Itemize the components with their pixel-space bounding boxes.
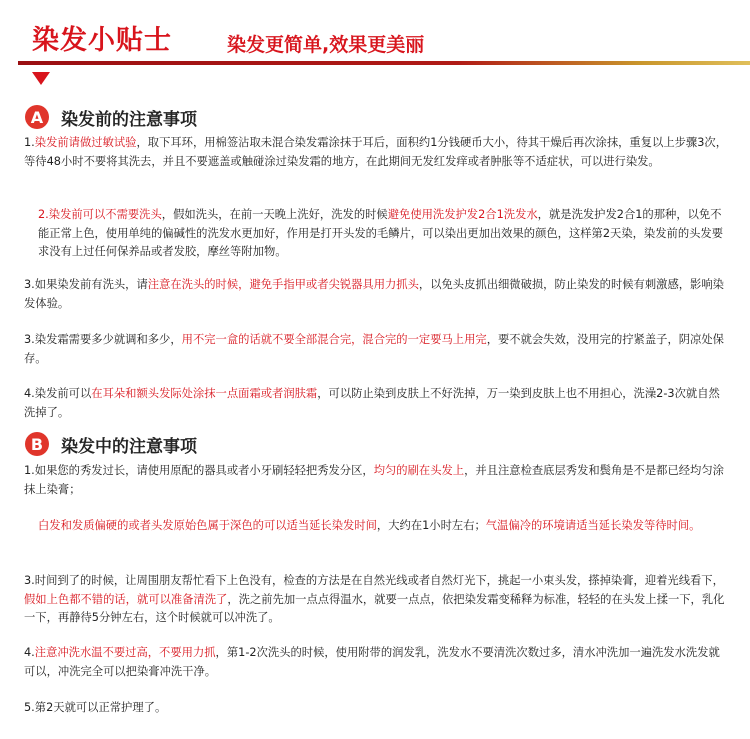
body-text: ，并且注意检查底层秀发和鬓角是不是都已经均匀涂抹上染膏；: [24, 464, 724, 496]
body-text: 如果染发前有洗头，请: [34, 278, 148, 291]
body-text: ，要不就会失效，没用完的拧紧盖子，阴凉处保存。: [24, 333, 724, 365]
body-text: 第2天就可以正常护理了。: [34, 701, 167, 714]
section-b-item-4: [24, 644, 730, 681]
item-number: 5.: [24, 701, 35, 714]
item-number: 3.: [24, 278, 35, 291]
section-a-item-3: [24, 276, 730, 313]
section-b-item-1: [24, 462, 730, 499]
section-b-heading: [25, 431, 197, 457]
header: [0, 0, 750, 66]
section-a-item-1: [24, 134, 730, 171]
highlight-text: 用不完一盒的话就不要全部混合完，混合完的一定要马上用完: [181, 333, 487, 346]
section-b-item-5: [24, 699, 730, 718]
highlight-text: 注意冲洗水温不要过高，不要用力抓: [34, 646, 216, 659]
section-b-badge: B: [25, 432, 49, 456]
body-text: 如果您的秀发过长，请使用原配的器具或者小牙刷轻轻把秀发分区，: [34, 464, 374, 477]
item-number: 4.: [24, 387, 35, 400]
header-divider: [18, 61, 750, 65]
section-a-title: 染发前的注意事项: [61, 109, 197, 130]
highlight-text: 在耳朵和额头发际处涂抹一点面霜或者润肤霜: [91, 387, 318, 400]
highlight-text: 气温偏冷的环境请适当延长染发等待时间。: [485, 519, 701, 532]
body-text: ，假如洗头，在前一天晚上洗好，洗发的时候: [161, 208, 388, 221]
highlight-text: 均匀的刷在头发上: [373, 464, 465, 477]
highlight-text: 注意在洗头的时候，避免手指甲或者尖锐器具用力抓头: [147, 278, 419, 291]
item-number: 1.: [24, 464, 35, 477]
body-text: ，可以防止染到皮肤上不好洗掉，万一染到皮肤上也不用担心，洗澡2-3次就自然洗掉了。: [24, 387, 720, 419]
body-text: 染发霜需要多少就调和多少，: [34, 333, 182, 346]
body-text: ，就是洗发护发2合1的那种，以免不能正常上色，使用单纯的偏碱性的洗发水更加好，作用是打开头发的毛鳞片，可以染出更加出效果的颜色，这样第2天染，染发前的头发要求没有上过任何保养品或者发胶，摩丝等附加物。: [38, 208, 724, 259]
section-a-item-4: [24, 331, 730, 368]
section-a-item-2: [24, 206, 730, 262]
section-a-badge: A: [25, 105, 49, 129]
item-number: 3.: [24, 574, 35, 587]
section-b-item-2: [24, 517, 730, 536]
body-text: 时间到了的时候，让周围朋友帮忙看下上色没有，检查的方法是在自然光线或者自然灯光下，挑起一小束头发，搽掉染膏，迎着光线看下，: [34, 574, 724, 587]
section-b-title: 染发中的注意事项: [61, 436, 197, 457]
section-a-heading: [25, 104, 197, 130]
highlight-text: 染发前请做过敏试验: [34, 136, 137, 149]
item-number: 3.: [24, 333, 35, 346]
body-text: ，第1-2次洗头的时候，使用附带的润发乳，洗发水不要清洗次数过多，清水冲洗加一遍洗发水洗发就可以，冲洗完全可以把染膏冲洗干净。: [24, 646, 720, 678]
highlight-text: 染发前可以不需要洗头: [48, 208, 162, 221]
body-text: ，以免头皮抓出细微破损，防止染发的时候有刺激感，影响染发体验。: [24, 278, 724, 310]
down-triangle-icon: [32, 72, 50, 85]
body-text: ，大约在1小时左右；: [376, 519, 486, 532]
body-text: ，洗之前先加一点点得温水，就要一点点，依把染发霜变稀释为标准，轻轻的在头发上揉一下，乳化一下，再静待5分钟左右，这个时候就可以冲洗了。: [24, 592, 725, 625]
highlight-text: 避免使用洗发护发2合1洗发水: [387, 208, 538, 221]
section-b-item-3: [24, 572, 730, 628]
item-number: 2.: [38, 208, 49, 221]
highlight-text: 白发和发质偏硬的或者头发原始色属于深色的可以适当延长染发时间: [38, 519, 377, 532]
body-text: ，取下耳环，用棉签沾取未混合染发霜涂抹于耳后，面积约1分钱硬币大小，待其干燥后再次涂抹，重复以上步骤3次，等待48小时不要将其洗去，并且不要遮盖或触碰涂过染发霜的地方，在此期间无发红发痒或者肿胀等不适症状，可以进行染发。: [24, 136, 727, 168]
item-number: 4.: [24, 646, 35, 659]
section-a-item-5: [24, 385, 730, 422]
highlight-text: 假如上色都不错的话，就可以准备清洗了: [24, 592, 228, 606]
body-text: 染发前可以: [34, 387, 92, 400]
item-number: 1.: [24, 136, 35, 149]
page-subtitle: 染发更简单,效果更美丽: [227, 34, 425, 56]
page-title: 染发小贴士: [32, 25, 172, 56]
